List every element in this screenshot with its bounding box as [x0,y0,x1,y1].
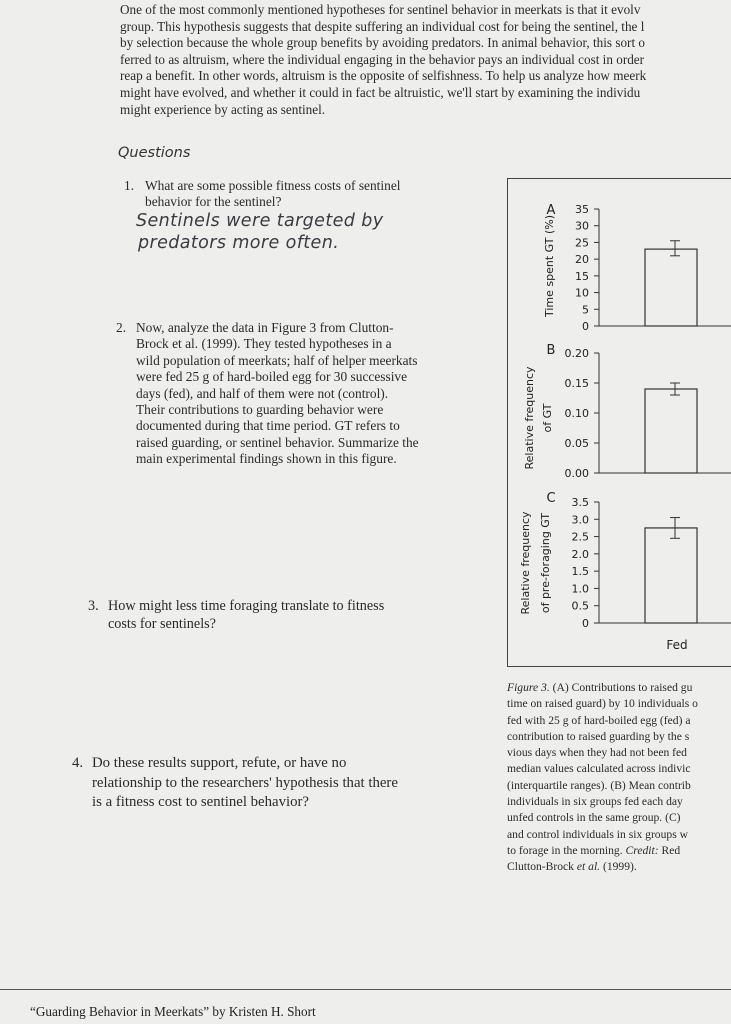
question-line: How might less time foraging translate to fitness [108,598,385,614]
y-tick-label: 0.15 [564,377,589,390]
caption-line: (interquartile ranges). (B) Mean contrib [507,778,691,792]
y-tick-label: 20 [575,253,589,267]
y-tick-label: 0 [582,617,589,630]
footer-credit: “Guarding Behavior in Meerkats” by Kristen H. Short [30,1004,316,1019]
question-1-number: 1. [124,178,135,193]
question-line: Now, analyze the data in Figure 3 from Clutton- [136,320,394,335]
y-tick-label: 30 [575,219,589,233]
question-4-text [92,754,398,813]
question-3-text [108,597,384,633]
caption-line [507,680,698,696]
intro-paragraph [120,2,731,118]
caption-line: fed with 25 g of hard-boiled egg (fed) a [507,713,691,727]
caption-line: individuals in six groups fed each day [507,795,683,809]
y-tick-label: 25 [575,236,589,250]
y-tick-label: 5 [582,303,589,317]
intro-line: reap a benefit. In other words, altruism is the opposite of selfishness. To help us analyze how meerk [120,68,647,84]
question-4-number: 4. [72,755,84,771]
caption-line: contribution to raised guarding by the s [507,729,690,743]
figure-caption [507,680,698,876]
question-line: wild population of meerkats; half of helper meerkats [136,352,418,368]
y-axis-label: Relative frequency [523,366,536,470]
panel-b [523,343,731,480]
x-category-label: Fed [666,638,688,652]
y-tick-label: 0 [582,320,589,333]
y-axis-label: Time spent GT (%) [543,214,556,318]
bar-fed [645,389,697,473]
y-axis-label: Relative frequency [519,511,532,615]
caption-line: and control individuals in six groups w [507,827,688,841]
intro-line: One of the most commonly mentioned hypotheses for sentinel behavior in meerkats is that it evolv [120,2,641,17]
answer-line: predators more often. [138,233,340,253]
bar-fed [645,528,697,623]
question-2-text [136,320,419,468]
y-tick-label: 10 [575,286,589,300]
question-line: were fed 25 g of hard-boiled egg for 30 successive [136,369,408,385]
question-line: Do these results support, refute, or have no [92,755,347,771]
caption-et-al: et al. [576,860,601,874]
caption-figure-label: Figure 3. [507,681,550,694]
y-axis-label: of pre-foraging GT [539,512,552,614]
question-line: What are some possible fitness costs of sentinel [145,178,401,193]
figure-3-chart [507,178,731,668]
footer-rule [0,989,731,990]
caption-line: unfed controls in the same group. (C) [507,811,681,825]
y-tick-label: 3.0 [571,513,589,527]
caption-line: vious days when they had not been fed [507,746,687,760]
y-tick-label: 0.5 [571,599,589,613]
panel-letter: A [546,203,556,218]
question-1-text [145,178,400,211]
y-tick-label: 35 [575,203,589,216]
intro-line: by selection because the whole group benefits by avoiding predators. In animal behavior, this sort o [120,35,646,51]
caption-credit-label: Credit: [625,843,659,857]
y-tick-label: 15 [575,269,589,283]
caption-line: Clutton-Brock et al. (1999). [507,860,637,874]
question-line: raised guarding, or sentinel behavior. Summarize the [136,434,419,450]
y-tick-label: 1.5 [571,565,589,579]
question-line: Their contributions to guarding behavior were [136,401,384,417]
caption-line: time on raised guard) by 10 individuals o [507,697,698,711]
caption-line: to forage in the morning. Credit: Red [507,843,681,857]
question-line: costs for sentinels? [108,616,216,632]
question-line: behavior for the sentinel? [145,194,282,210]
y-tick-label: 0.00 [564,467,589,480]
y-tick-label: 0.05 [564,437,589,450]
panel-letter: C [546,491,556,506]
panel-letter: B [546,343,556,358]
y-tick-label: 0.20 [564,347,589,360]
question-line: days (fed), and half of them were not (control). [136,385,389,401]
question-line: is a fitness cost to sentinel behavior? [92,794,309,810]
panel-c [519,491,731,652]
answer-line: Sentinels were targeted by [136,211,384,231]
question-line: Brock et al. (1999). They tested hypotheses in a [136,336,392,352]
y-axis-label: of GT [541,403,554,433]
panel-a [543,203,731,333]
caption-line: median values calculated across indivic [507,762,691,776]
questions-heading: Questions [118,145,191,161]
intro-line: might have evolved, and whether it could in fact be altruistic, we'll start by examining the individu [120,84,641,100]
intro-line: group. This hypothesis suggests that despite suffering an individual cost for being the sentinel, the l [120,18,645,34]
intro-line: might experience by acting as sentinel. [120,101,326,117]
question-3-number: 3. [88,598,99,614]
question-line: main experimental findings shown in this figure. [136,451,397,467]
question-2-number: 2. [116,320,127,335]
question-line: relationship to the researchers' hypothesis that there [92,774,398,791]
y-tick-label: 1.0 [571,582,589,596]
intro-line: ferred to as altruism, where the individual engaging in the behavior pays an individual cost in order [120,51,645,67]
y-tick-label: 2.5 [571,530,589,544]
y-tick-label: 0.10 [564,407,589,420]
y-tick-label: 3.5 [571,496,589,509]
question-line: documented during that time period. GT refers to [136,418,400,434]
y-tick-label: 2.0 [571,547,589,561]
bar-fed [645,249,697,326]
caption-text: (A) Contributions to raised gu [552,681,693,694]
handwritten-answer [136,210,384,254]
